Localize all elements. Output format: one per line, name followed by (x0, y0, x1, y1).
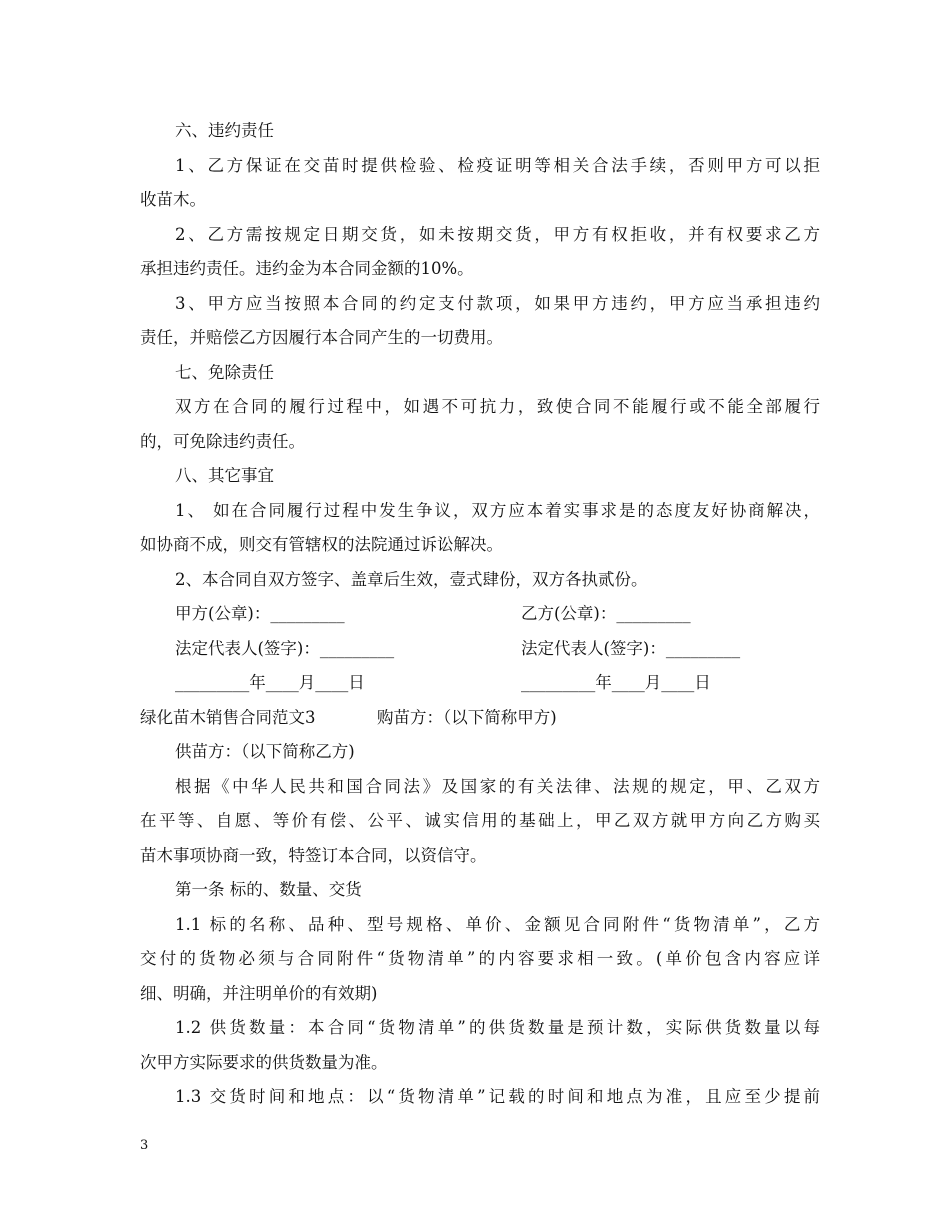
paragraph-line: 双方在合同的履行过程中，如遇不可抗力，致使合同不能履行或不能全部履行 (175, 397, 820, 416)
party-a-signature: 甲方(公章)：_________ (175, 604, 345, 623)
party-a-signature: 法定代表人(签字)：_________ (175, 638, 395, 658)
paragraph-line: 责任，并赔偿乙方因履行本合同产生的一切费用。 (140, 328, 503, 347)
signature-row (140, 597, 820, 632)
paragraph-line: 3、甲方应当按照本合同的约定支付款项，如果甲方违约，甲方应当承担违约 (175, 293, 820, 313)
paragraph-line: 1.1 标的名称、品种、型号规格、单价、金额见合同附件“货物清单”，乙方 (175, 914, 820, 934)
paragraph-line: 八、其它事宜 (175, 466, 274, 485)
paragraph-line: 如协商不成，则交有管辖权的法院通过诉讼解决。 (140, 535, 503, 554)
paragraph-line: 的，可免除违约责任。 (140, 431, 305, 451)
paragraph-line: 第一条 标的、数量、交货 (175, 880, 362, 899)
paragraph-line: 七、免除责任 (175, 362, 274, 382)
paragraph-line: 1.3 交货时间和地点：以“货物清单”记载的时间和地点为准，且应至少提前 (175, 1087, 820, 1106)
contract-title-row (140, 701, 820, 736)
document-body (140, 114, 820, 1115)
paragraph-line: 细、明确，并注明单价的有效期) (140, 983, 378, 1003)
contract-section-liability (140, 114, 820, 597)
paragraph-line: 1、乙方保证在交苗时提供检验、检疫证明等相关合法手续，否则甲方可以拒 (175, 155, 820, 175)
paragraph-line: 苗木事项协商一致，特签订本合同，以资信守。 (140, 845, 487, 865)
paragraph-line: 交付的货物必须与合同附件“货物清单”的内容要求相一致。(单价包含内容应详 (140, 949, 820, 968)
paragraph-line: 次甲方实际要求的供货数量为准。 (140, 1052, 388, 1072)
contract-title: 绿化苗木销售合同范文3 (140, 707, 316, 727)
paragraph-line: 根据《中华人民共和国合同法》及国家的有关法律、法规的规定，甲、乙双方 (175, 776, 820, 796)
party-b-signature: _________年____月____日 (521, 673, 711, 692)
paragraph-line: 供苗方：（以下简称乙方) (175, 742, 355, 761)
paragraph-line: 在平等、自愿、等价有偿、公平、诚实信用的基础上，甲乙双方就甲方向乙方购买 (140, 811, 820, 830)
paragraph-line: 2、乙方需按规定日期交货，如未按期交货，甲方有权拒收，并有权要求乙方 (175, 224, 820, 244)
signature-row (140, 666, 820, 701)
paragraph-line: 1、 如在合同履行过程中发生争议，双方应本着实事求是的态度友好协商解决， (175, 500, 820, 520)
signature-row (140, 632, 820, 667)
party-a-signature: _________年____月____日 (175, 673, 365, 692)
paragraph-line: 六、违约责任 (175, 121, 274, 140)
paragraph-line: 1.2 供货数量：本合同“货物清单”的供货数量是预计数，实际供货数量以每 (175, 1018, 820, 1037)
paragraph-line: 承担违约责任。违约金为本合同金额的10%。 (140, 259, 474, 278)
buyer-label: 购苗方：（以下简称甲方) (377, 707, 557, 727)
paragraph-line: 收苗木。 (140, 190, 206, 209)
party-b-signature: 乙方(公章)：_________ (521, 604, 691, 623)
page-number: 3 (140, 1138, 149, 1153)
signature-block (140, 597, 820, 701)
contract-section-terms (140, 735, 820, 1115)
party-b-signature: 法定代表人(签字)：_________ (521, 638, 741, 658)
paragraph-line: 2、本合同自双方签字、盖章后生效，壹式肆份，双方各执贰份。 (175, 569, 648, 589)
